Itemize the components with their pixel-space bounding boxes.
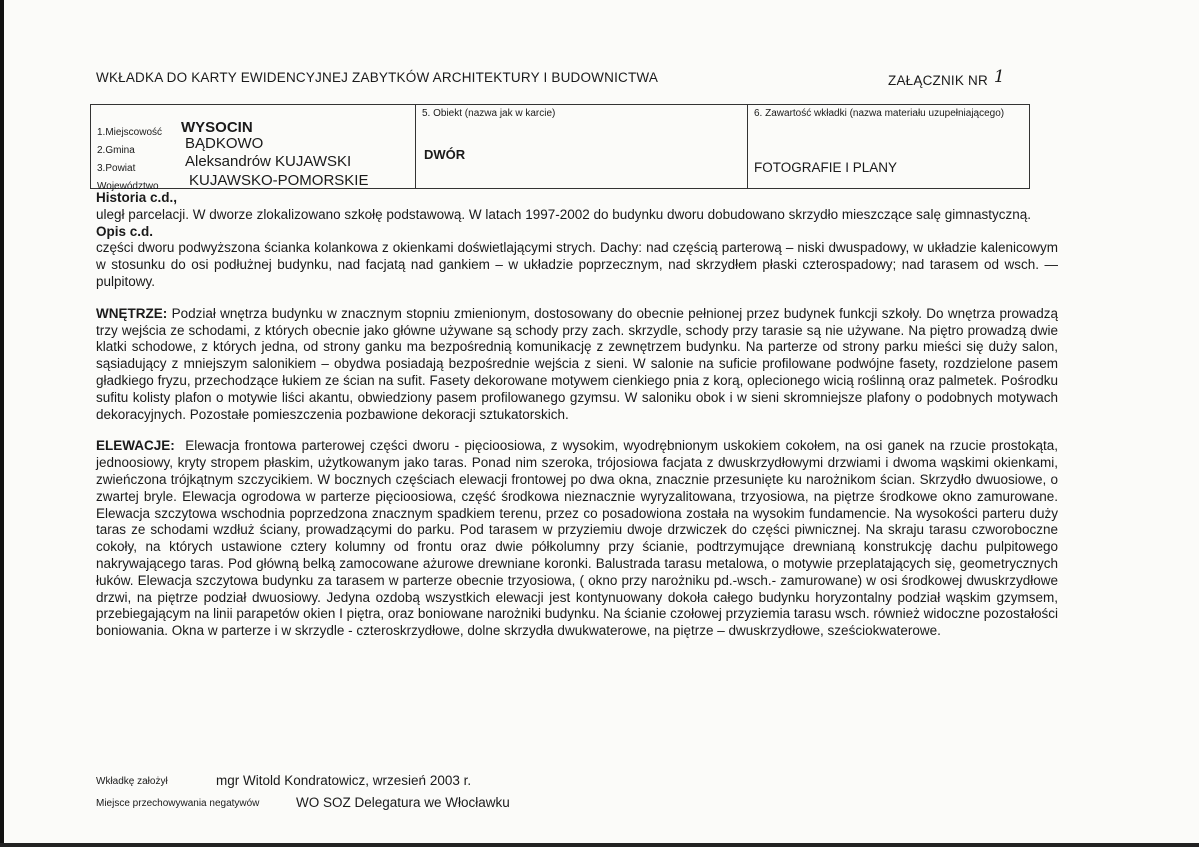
document-body — [96, 190, 1058, 640]
commune-label: 2.Gmina — [97, 145, 135, 156]
voivodeship-value: KUJAWSKO-POMORSKIE — [189, 172, 369, 189]
scan-edge-left — [0, 0, 4, 847]
contents-value: FOTOGRAFIE I PLANY — [754, 160, 898, 175]
object-value: DWÓR — [424, 147, 466, 162]
annex-number: 1 — [993, 67, 1005, 87]
document-title: WKŁADKA DO KARTY EWIDENCYJNEJ ZABYTKÓW ARCHITEKTURY I BUDOWNICTWA — [96, 70, 659, 85]
identification-box — [90, 104, 1030, 192]
storage-label: Miejsce przechowywania negatywów — [96, 798, 260, 809]
locality-value: WYSOCIN — [181, 119, 253, 136]
voivodeship-label: Województwo — [97, 181, 159, 192]
interior-heading: WNĘTRZE: — [96, 305, 168, 321]
elevations-heading: ELEWACJE: — [96, 438, 175, 454]
elevations-text: Elewacja frontowa parterowej części dworu - pięcioosiowa, z wysokim, wyodrębnionym uskokiem cokołem, na osi ganek na rzucie prostokąta, jednoosiowy, kryty stropem płaskim, użytkowanym jako taras. Ponad nim szeroka, trójosiowa facjata z dwuskrzydłowymi drzwiami i dwoma wąskimi okienkami, zwieńczona trójkątnym szczycikiem. W bocznych częściach elewacji frontowej po dwa okna, znacznie przesunięte ku narożnikom ścian. Skrzydło dwuosiowe, o zwartej bryle. Elewacja ogrodowa w parterze pięcioosiowa, część środkowa nieznacznie wyryzalitowana, trzyosiowa, na piętrze środkowe okno zamurowane. Elewacja szczytowa wschodnia poprzedzona znacznym spadkiem terenu, przez co posadowiona została na wysokim fundamencie. Na wysokości parteru duży taras ze schodami wzdłuż ściany, prowadzącymi do parku. Pod tarasem w przyziemiu dwoje drzwiczek do części piwnicznej. Na skraju tarasu czworoboczne cokoły, na których ustawione cztery kolumny od frontu oraz dwie półkolumny przy ścianie, podtrzymujące drewnianą konstrukcję dachu pulpitowego nakrywającego taras. Pod główną belką zamocowane ażurowe drewniane koronki. Balustrada tarasu metalowa, o motywie przeplatających się, geometrycznych łuków. Elewacja szczytowa budynku za tarasem w parterze obecnie trzyosiowa, ( okno przy narożniku pd.-wsch.- zamurowane) w osi środkowej dwuskrzydłowe drzwi, na piętrze podział dwuosiowy. Jedyna ozdobą wszystkich elewacji jest kontynuowany dokoła całego budynku horyzontalny podział wąskim gzymsem, przebiegającym na linii parapetów okien I piętra, oraz boniowane narożniki budynku. Na ścianie czołowej przyziemia tarasu wsch. również widoczne pozostałości boniowania. Okna w parterze i w skrzydle - czteroskrzydłowe, dolne skrzydła dwukwaterowe, na piętrze – dwuskrzydłowe, sześciokwaterowe. — [96, 438, 1058, 639]
locality-label: 1.Miejscowość — [97, 127, 163, 138]
location-column — [91, 105, 415, 192]
commune-row — [97, 135, 264, 158]
storage-value: WO SOZ Delegatura we Włocławku — [296, 795, 510, 810]
description-text: części dworu podwyższona ścianka kolankowa z okienkami doświetlającymi strych. Dachy: nad częścią parterową – niski dwuspadowy, w układzie kalenicowym w stosunku do osi podłużnej budynku, nad facjatą nad gankiem – w układzie poprzecznym, nad skrzydłem płaski czterospadowy; nad tarasem od wsch. — pulpitowy. — [96, 240, 1058, 289]
author-value: mgr Witold Kondratowicz, wrzesień 2003 r. — [216, 773, 472, 788]
annex-label — [888, 67, 1005, 90]
object-label: 5. Obiekt (nazwa jak w karcie) — [422, 108, 556, 119]
contents-column — [747, 105, 1031, 188]
storage-row — [96, 795, 510, 820]
author-row — [96, 773, 472, 798]
history-heading: Historia c.d., — [96, 190, 178, 205]
district-row — [97, 153, 352, 176]
elevations-section — [96, 438, 1058, 640]
interior-section — [96, 306, 1058, 424]
object-column — [415, 105, 747, 188]
history-text: uległ parcelacji. W dworze zlokalizowano szkołę podstawową. W latach 1997-2002 do budynku dworu dobudowano skrzydło mieszczące salę gimnastyczną. — [96, 206, 1031, 222]
interior-text: Podział wnętrza budynku w znacznym stopniu zmienionym, dostosowany do obecnie pełnionej przez budynek funkcji szkoły. Do wnętrza prowadzą trzy wejścia ze schodami, z których obecnie jako główne używane są schody przy zach. skrzydle, schody przy tarasie są nie używane. Na piętro prowadzą dwie klatki schodowe, z których jedna, od strony ganku ma bezpośrednią komunikację z zewnętrzem budynku. Na parterze od strony parku mieści się duży salon, sąsiadujący z mniejszym salonikiem – obydwa posiadają bezpośrednie wejścia z sieni. W salonie na suficie profilowane podwójne fasety, rozdzielone pasem gładkiego fryzu, przechodzące łukiem ze ścian na sufit. Fasety dekorowane motywem cienkiego pnia z korą, oplecionego wicią roślinną oraz palmetek. Pośrodku sufitu kolisty plafon o motywie liści akantu, obwiedziony pasem profilowanego gzymsu. W saloniku obok i w sieni skromniejsze plafony o podobnych motywach dekoracyjnych. Pozostałe pomieszczenia pozbawione dekoracji sztukatorskich. — [96, 305, 1058, 422]
annex-label-text: ZAŁĄCZNIK NR — [888, 73, 988, 88]
locality-row — [97, 119, 253, 140]
description-heading: Opis c.d. — [96, 223, 154, 239]
district-label: 3.Powiat — [97, 163, 136, 174]
contents-label: 6. Zawartość wkładki (nazwa materiału uzupełniającego) — [754, 108, 1005, 119]
scan-edge-bottom — [0, 843, 1199, 847]
document-footer — [96, 773, 510, 820]
author-label: Wkładkę założył — [96, 776, 168, 787]
commune-value: BĄDKOWO — [185, 135, 264, 152]
district-value: Aleksandrów KUJAWSKI — [185, 153, 352, 170]
